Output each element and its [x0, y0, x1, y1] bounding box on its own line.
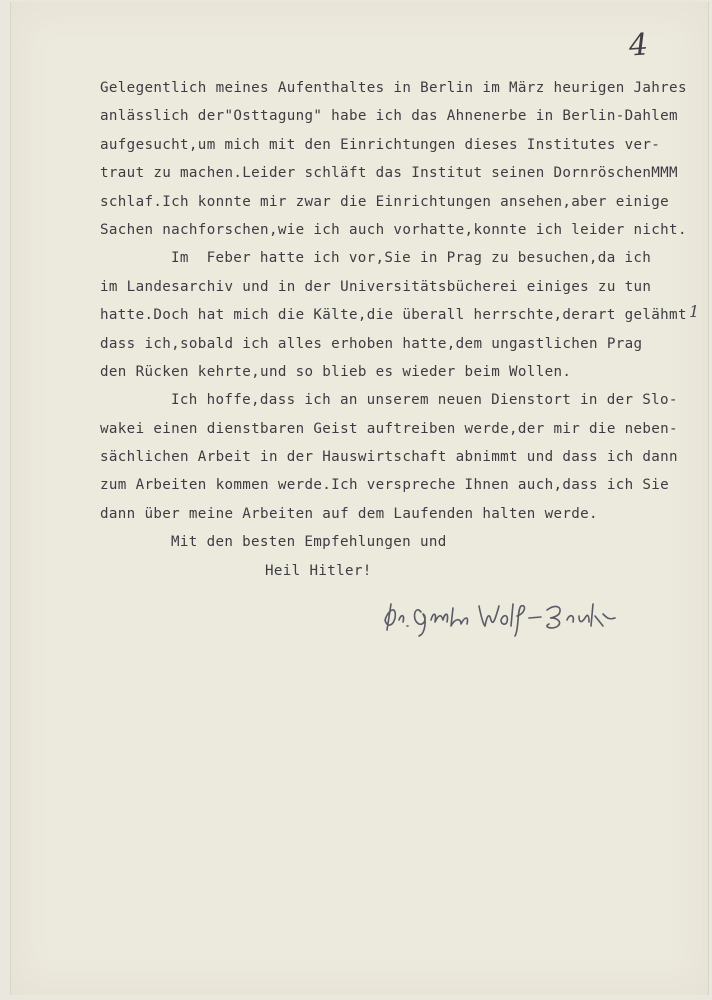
letter-line: Gelegentlich meines Aufenthaltes in Berlin im März heurigen Jahres — [100, 80, 687, 96]
salutation-line: Heil Hitler! — [265, 562, 372, 579]
margin-annotation: 1 — [689, 302, 700, 321]
letter-line: aufgesucht,um mich mit den Einrichtungen dieses Institutes ver- — [100, 136, 661, 153]
letter-line: Ich hoffe,dass ich an unserem neuen Dienstort in der Slo- — [171, 392, 678, 409]
letter-line: Sachen nachforschen,wie ich auch vorhatte,konnte ich leider nicht. — [100, 221, 687, 238]
letter-body — [100, 74, 700, 585]
letter-line: Im Feber hatte ich vor,Sie in Prag zu besuchen,da ich — [171, 250, 652, 267]
closing-line: Mit den besten Empfehlungen und — [171, 534, 447, 551]
letter-line: sächlichen Arbeit in der Hauswirtschaft abnimmt und dass ich dann — [100, 449, 678, 466]
letter-line: im Landesarchiv und in der Universitätsbücherei einiges zu tun — [100, 278, 652, 295]
letter-line: traut zu machen.Leider schläft das Institut seinen DornröschenMMM — [100, 165, 678, 182]
handwritten-signature — [381, 590, 621, 642]
letter-line: zum Arbeiten kommen werde.Ich verspreche Ihnen auch,dass ich Sie — [100, 477, 670, 494]
letter-line: dann über meine Arbeiten auf dem Laufenden halten werde. — [100, 505, 598, 522]
letter-line: hatte.Doch hat mich die Kälte,die überall herrschte,derart gelähmt — [100, 307, 687, 324]
document-page — [10, 2, 709, 995]
letter-line: dass ich,sobald ich alles erhoben hatte,dem ungastlichen Prag — [100, 335, 643, 352]
letter-line: wakei einen dienstbaren Geist auftreiben werde,der mir die neben- — [100, 420, 678, 437]
letter-line: den Rücken kehrte,und so blieb es wieder beim Wollen. — [100, 363, 572, 380]
letter-line: anlässlich der"Osttagung" habe ich das Ahnenerbe in Berlin-Dahlem — [100, 108, 678, 125]
letter-line: schlaf.Ich konnte mir zwar die Einrichtungen ansehen,aber einige — [100, 193, 670, 210]
page-number: 4 — [627, 27, 650, 64]
